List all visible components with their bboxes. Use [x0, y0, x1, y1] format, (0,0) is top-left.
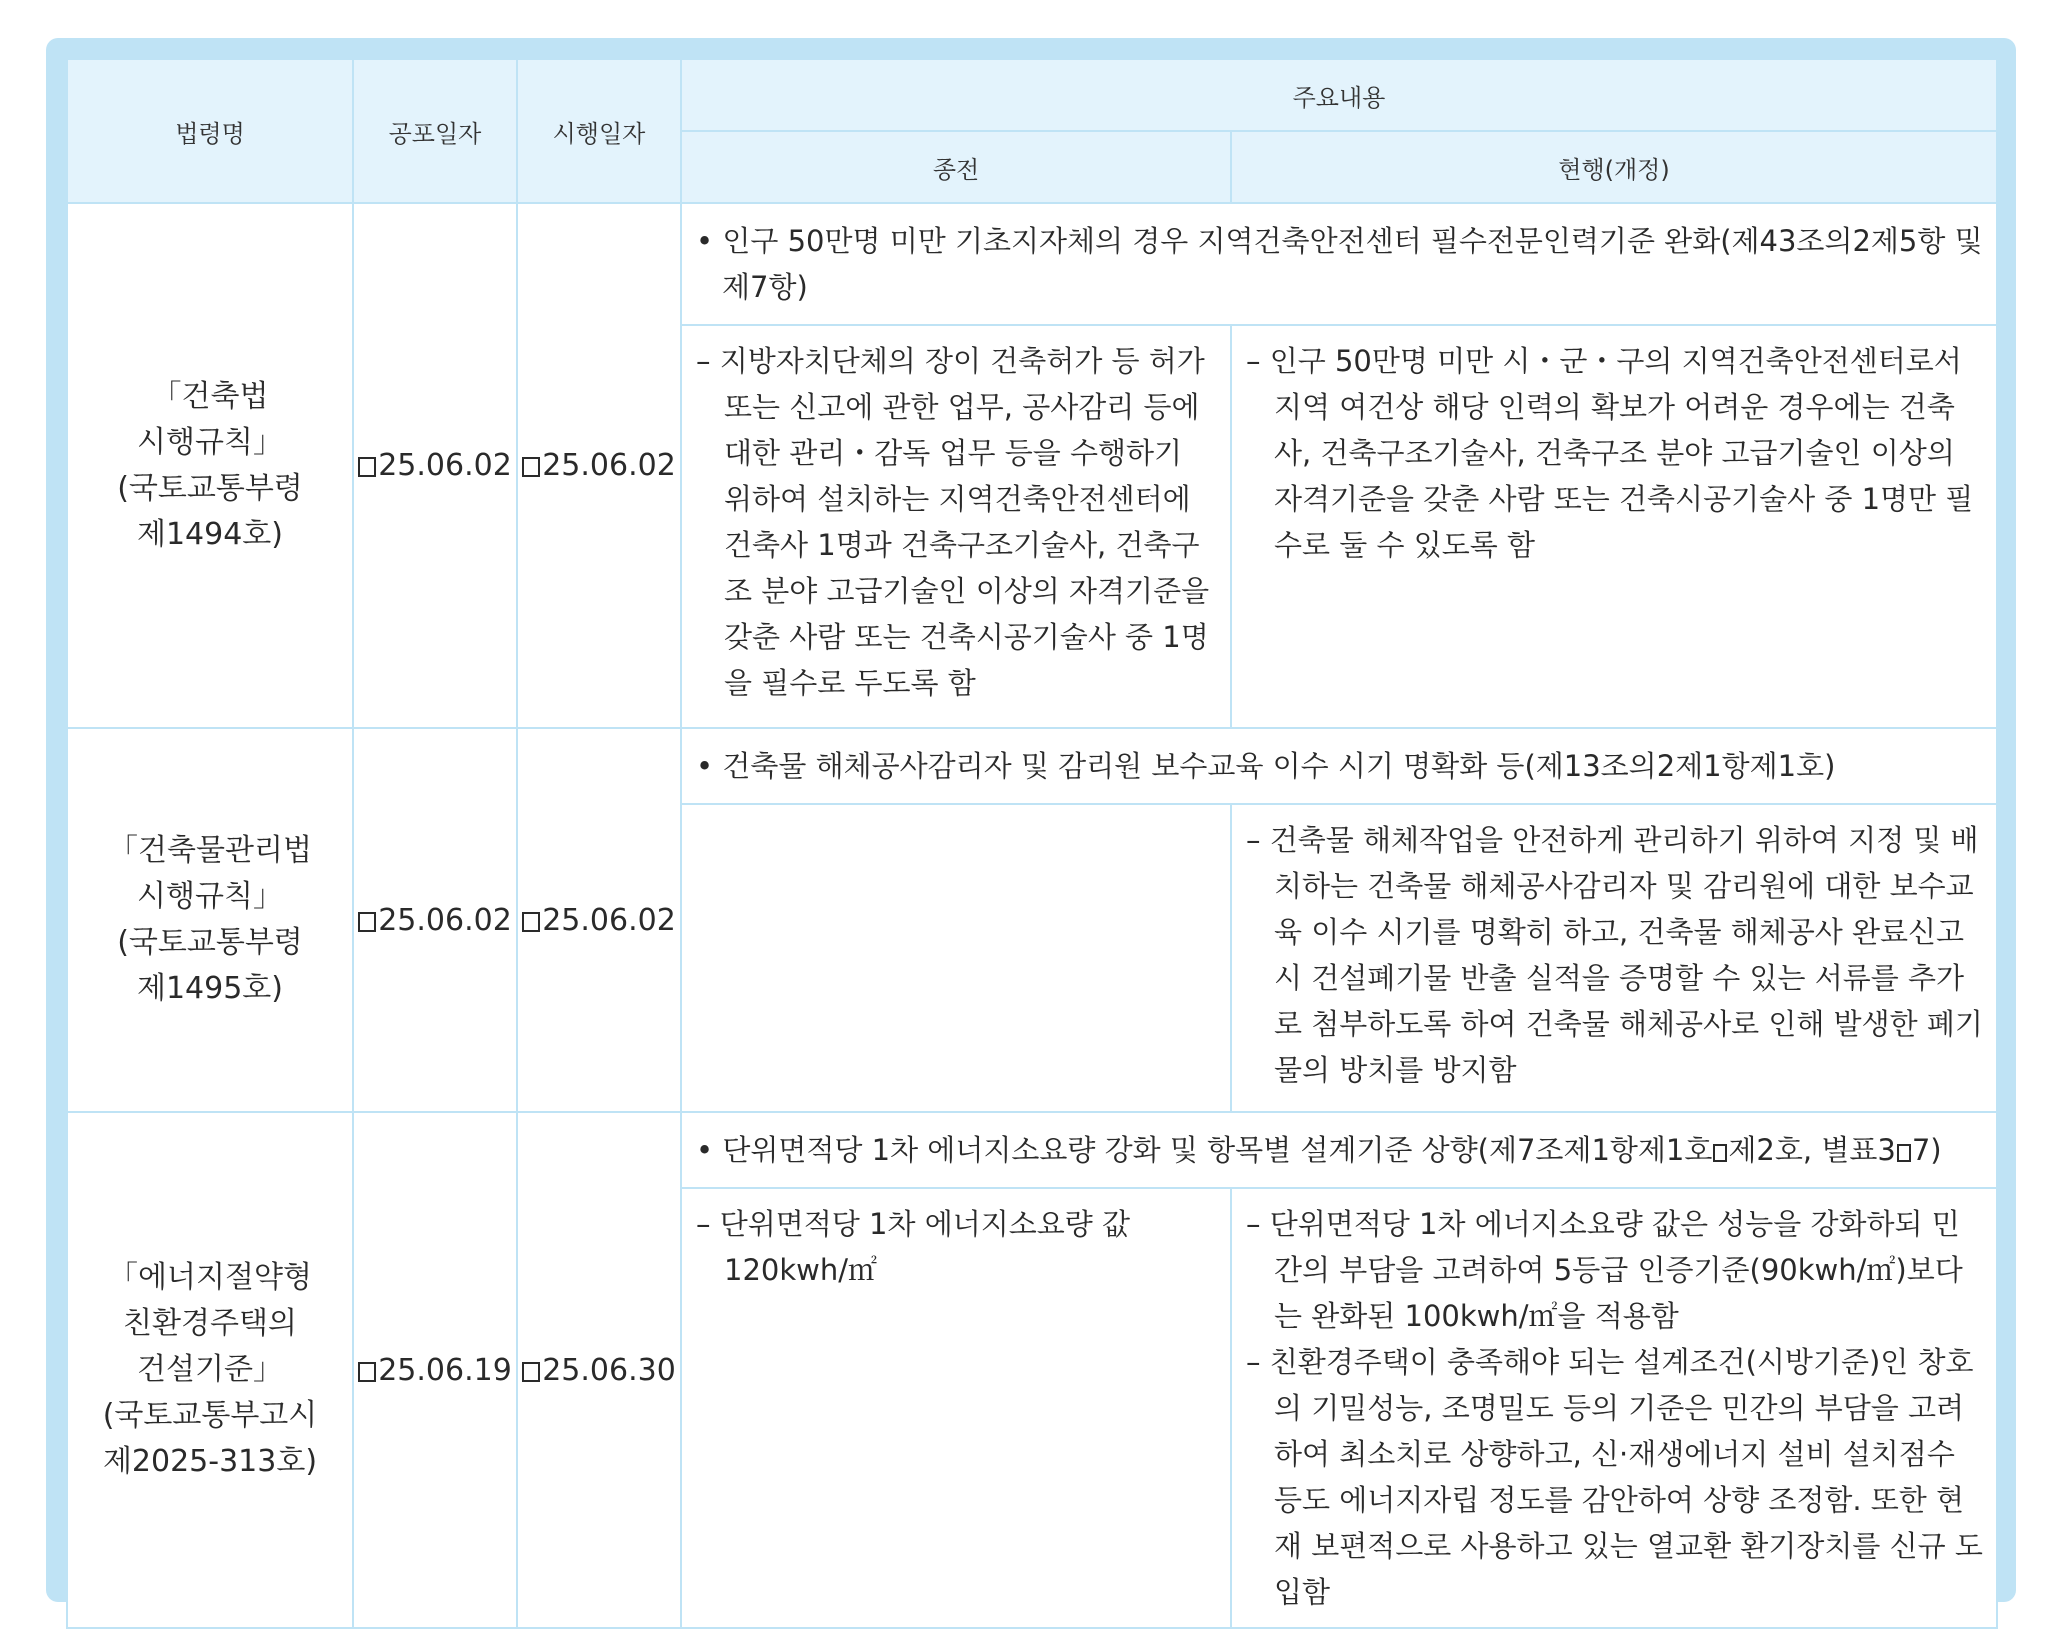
promulgation-date-cell: [353, 728, 517, 1112]
before-cell: [681, 804, 1231, 1112]
table-row: [67, 728, 1997, 804]
bullet-icon: •: [696, 1133, 714, 1167]
after-text: – 건축물 해체작업을 안전하게 관리하기 위하여 지정 및 배치하는 건축물 해체공사감리자 및 감리원에 대한 보수교육 이수 시기를 명확히 하고, 건축물 해체공사 완료신고 시 건설폐기물 반출 실적을 증명할 수 있는 서류를 추가로 첨부하도록 하여 건축물 해체공사로 인해 발생한 폐기물의 방치를 방지함: [1246, 823, 1983, 1087]
law-name-line: 「에너지절약형: [108, 1260, 312, 1295]
after-cell: [1231, 804, 1997, 1112]
effective-date: 25.06.30: [542, 1352, 676, 1388]
summary-cell: [681, 1112, 1997, 1188]
table-row: [67, 1112, 1997, 1188]
effective-date-cell: [517, 728, 681, 1112]
dash-icon: –: [1246, 344, 1261, 378]
promulgation-date-cell: [353, 203, 517, 728]
header-before: 종전: [681, 131, 1231, 203]
effective-date: 25.06.02: [542, 902, 676, 938]
law-name-line: 친환경주택의: [123, 1306, 297, 1341]
dash-icon: –: [1246, 1345, 1261, 1379]
bullet-icon: •: [696, 224, 714, 258]
law-name-line: (국토교통부령: [117, 470, 303, 506]
promulgation-date: 25.06.02: [378, 902, 512, 938]
checkbox-glyph: [358, 1362, 376, 1382]
effective-date: 25.06.02: [542, 448, 676, 483]
header-main-content: 주요내용: [681, 59, 1997, 131]
dash-icon: –: [696, 1207, 711, 1241]
checkbox-glyph: [358, 457, 376, 477]
law-revision-table: [66, 58, 1998, 1629]
law-name-line: 시행규칙」: [137, 879, 283, 914]
summary-cell: [681, 728, 1997, 804]
before-cell: [681, 1188, 1231, 1628]
law-name-line: (국토교통부고시: [102, 1398, 318, 1433]
summary-cell: [681, 203, 1997, 325]
header-promulgation-date: 공포일자: [353, 59, 517, 203]
dash-icon: –: [1246, 1207, 1261, 1241]
after-cell: [1231, 1188, 1997, 1628]
table-row: [67, 203, 1997, 325]
dash-icon: –: [1246, 823, 1261, 857]
after-text: – 인구 50만명 미만 시・군・구의 지역건축안전센터로서 지역 여건상 해당 인력의 확보가 어려운 경우에는 건축사, 건축구조기술사, 건축구조 분야 고급기술인 이상의 자격기준을 갖춘 사람 또는 건축시공기술사 중 1명만 필수로 둘 수 있도록 함: [1246, 344, 1974, 562]
law-name-line: 시행규칙」: [137, 424, 283, 460]
law-name-cell: [67, 1112, 353, 1628]
law-name-line: 건설기준」: [137, 1352, 283, 1387]
law-name-cell: [67, 203, 353, 728]
law-name-line: 제2025-313호): [102, 1444, 318, 1479]
law-name-line: 「건축법: [151, 378, 269, 414]
header-effective-date: 시행일자: [517, 59, 681, 203]
law-name-line: 제1494호): [136, 516, 283, 552]
law-name-line: 제1495호): [136, 971, 283, 1006]
checkbox-glyph: [1713, 1144, 1727, 1162]
law-name-cell: [67, 728, 353, 1112]
header-law-name: 법령명: [67, 59, 353, 203]
checkbox-glyph: [358, 912, 376, 932]
checkbox-glyph: [522, 912, 540, 932]
after-text: – 단위면적당 1차 에너지소요량 값은 성능을 강화하되 민간의 부담을 고려하여 5등급 인증기준(90kwh/㎡)보다는 완화된 100kwh/㎡을 적용함: [1246, 1207, 1963, 1333]
promulgation-date-cell: [353, 1112, 517, 1628]
summary-text: • 건축물 해체공사감리자 및 감리원 보수교육 이수 시기 명확화 등(제13조의2제1항제1호): [696, 749, 1836, 783]
header-after: 현행(개정): [1231, 131, 1997, 203]
before-text: – 지방자치단체의 장이 건축허가 등 허가 또는 신고에 관한 업무, 공사감리 등에 대한 관리・감독 업무 등을 수행하기 위하여 설치하는 지역건축안전센터에 건축사 1명과 건축구조기술사, 건축구조 분야 고급기술인 이상의 자격기준을 갖춘 사람 또는 건축시공기술사 중 1명을 필수로 두도록 함: [696, 344, 1210, 700]
law-name-line: 「건축물관리법: [108, 833, 312, 868]
checkbox-glyph: [1897, 1144, 1911, 1162]
effective-date-cell: [517, 203, 681, 728]
promulgation-date: 25.06.02: [378, 448, 512, 483]
checkbox-glyph: [522, 457, 540, 477]
effective-date-cell: [517, 1112, 681, 1628]
checkbox-glyph: [522, 1362, 540, 1382]
after-text: – 친환경주택이 충족해야 되는 설계조건(시방기준)인 창호의 기밀성능, 조명밀도 등의 기준은 민간의 부담을 고려하여 최소치로 상향하고, 신·재생에너지 설비 설치점수 등도 에너지자립 정도를 감안하여 상향 조정함. 또한 현재 보편적으로 사용하고 있는 열교환 환기장치를 신규 도입함: [1246, 1345, 1983, 1609]
before-text: – 단위면적당 1차 에너지소요량 값 120kwh/㎡: [696, 1207, 1131, 1287]
bullet-icon: •: [696, 749, 714, 783]
promulgation-date: 25.06.19: [378, 1352, 512, 1388]
law-name-line: (국토교통부령: [117, 925, 303, 960]
summary-text: • 단위면적당 1차 에너지소요량 강화 및 항목별 설계기준 상향(제7조제1항제1호 제2호, 별표3 7): [696, 1133, 1942, 1167]
dash-icon: –: [696, 344, 711, 378]
before-cell: [681, 325, 1231, 728]
after-cell: [1231, 325, 1997, 728]
summary-text: • 인구 50만명 미만 기초지자체의 경우 지역건축안전센터 필수전문인력기준 완화(제43조의2제5항 및 제7항): [696, 224, 1983, 304]
